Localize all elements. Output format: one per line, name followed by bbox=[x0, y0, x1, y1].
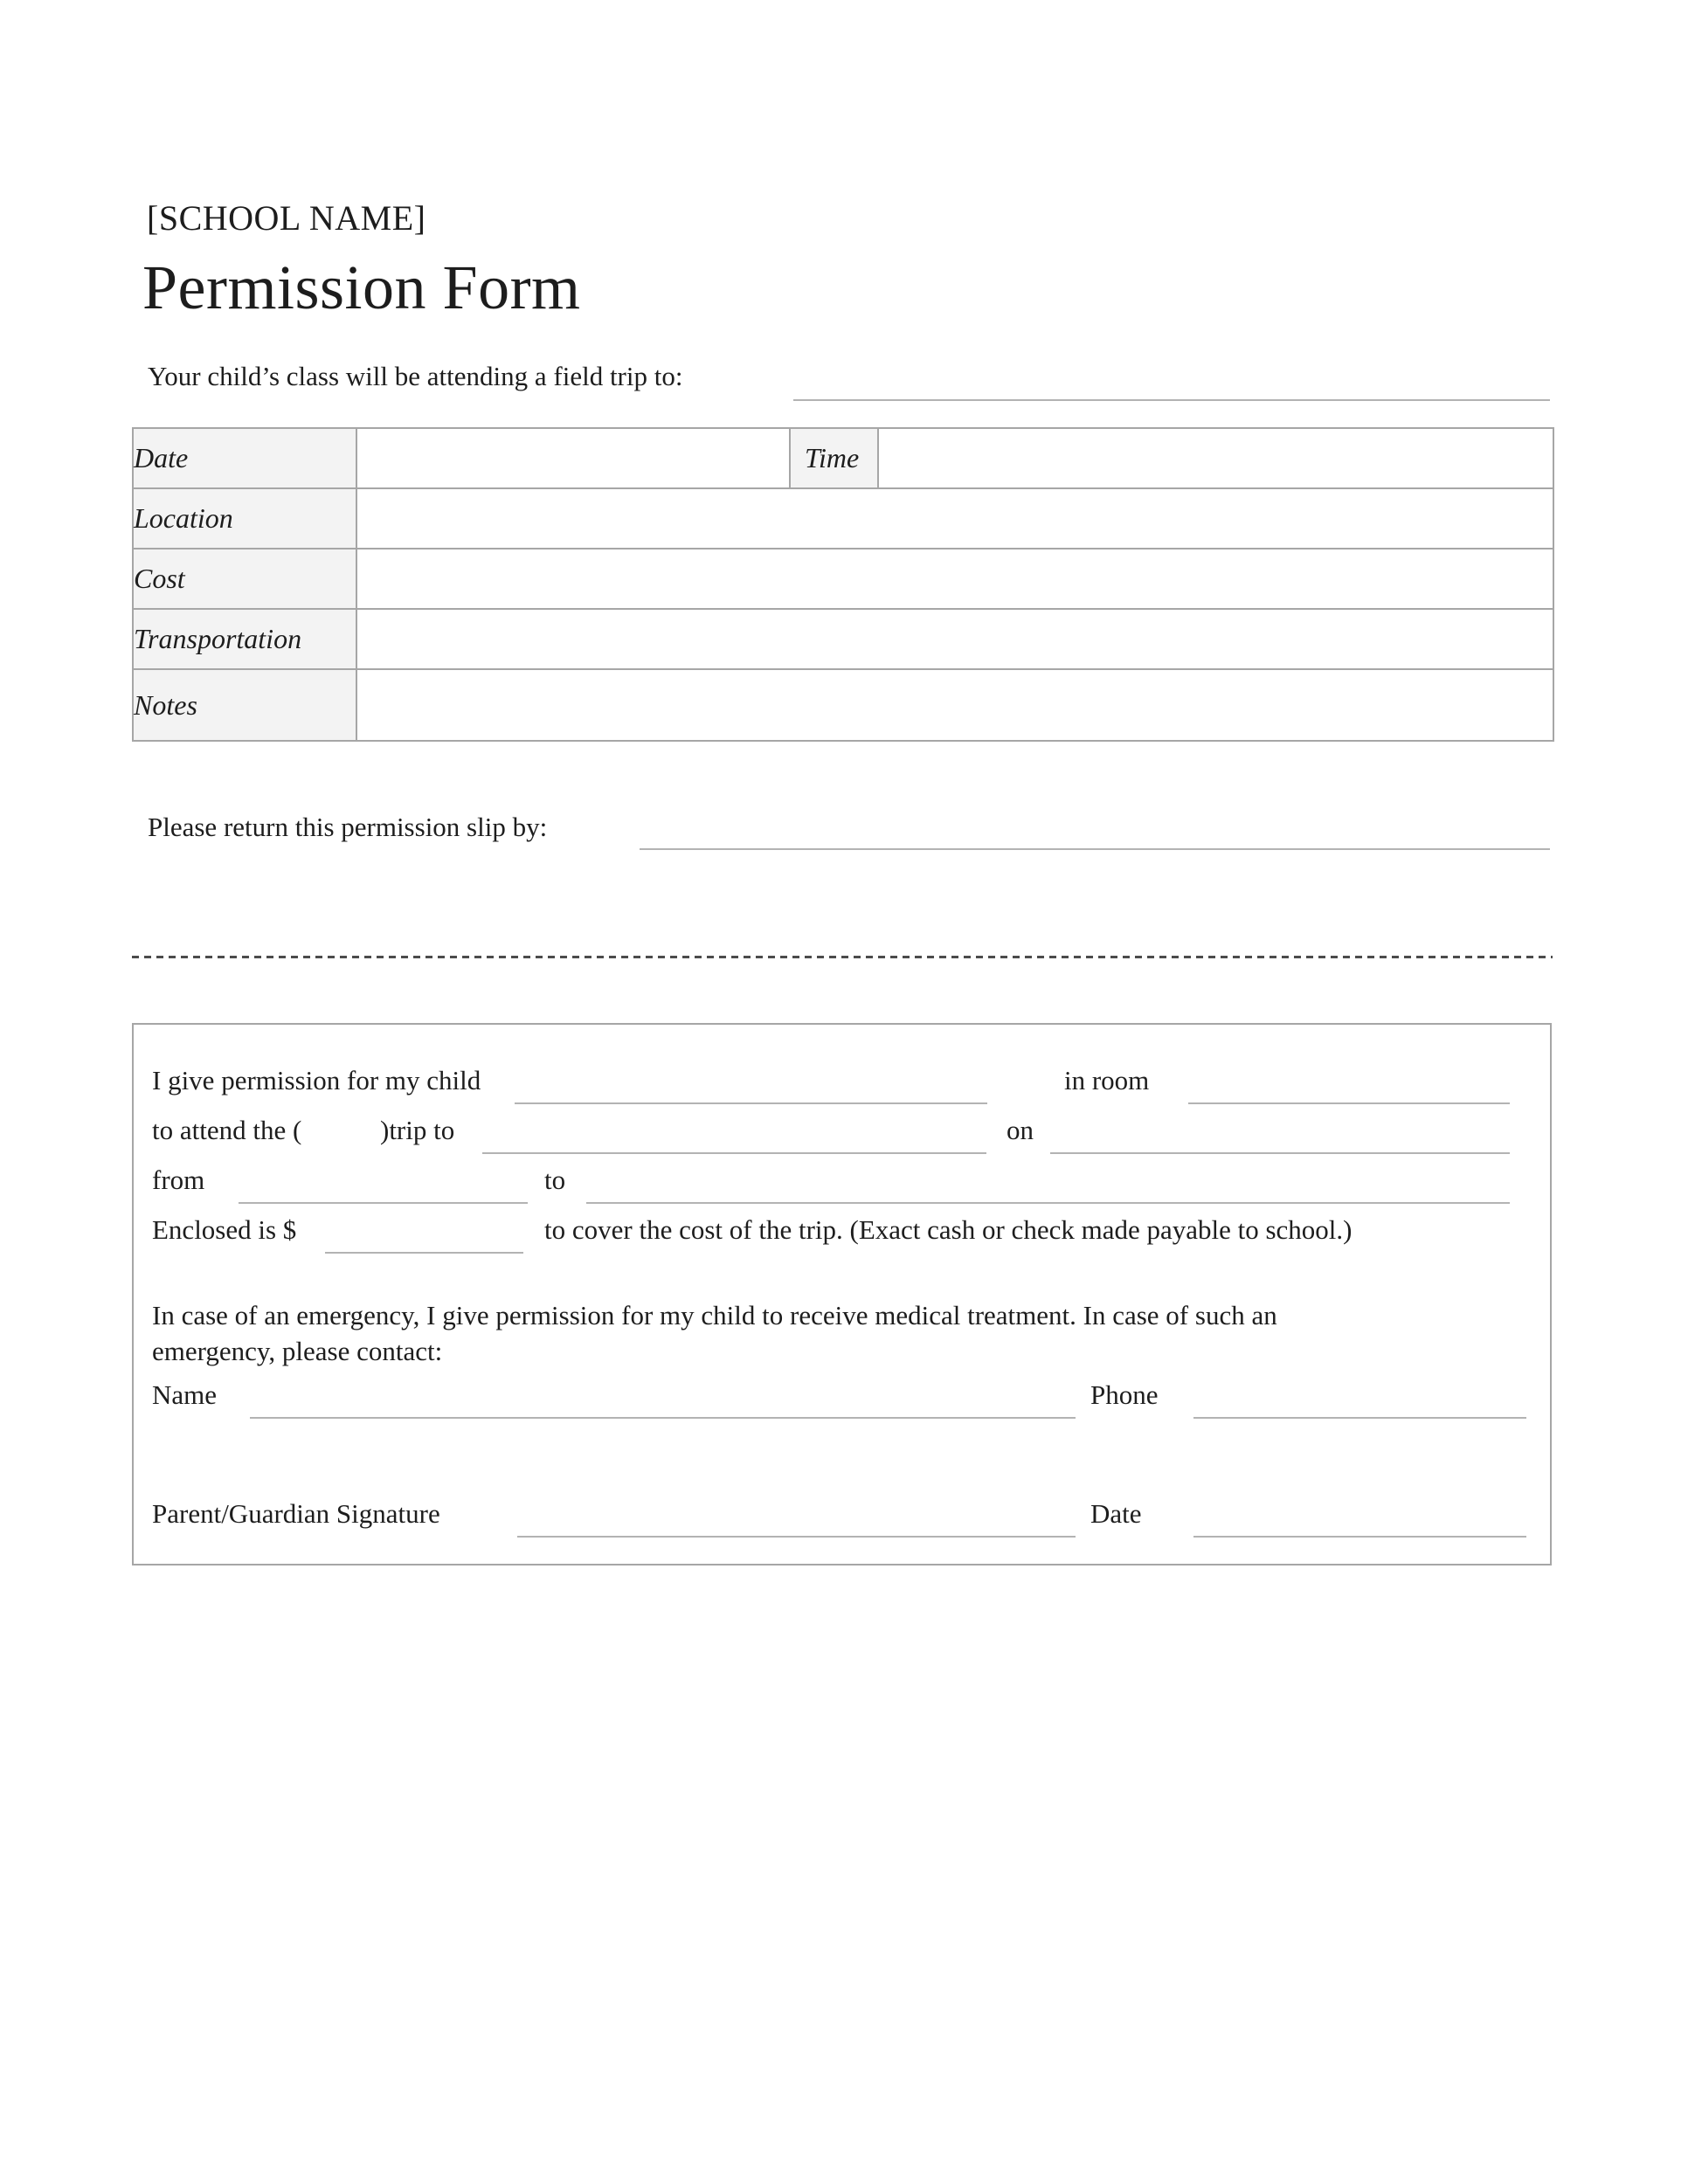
location-label: Location bbox=[133, 488, 356, 549]
to-time-field[interactable] bbox=[586, 1202, 1510, 1204]
location-input-cell[interactable] bbox=[356, 488, 1553, 549]
permission-prefix-label: I give permission for my child bbox=[152, 1065, 481, 1095]
field-trip-destination-field[interactable] bbox=[793, 399, 1550, 401]
signature-field[interactable] bbox=[517, 1536, 1076, 1538]
signature-date-field[interactable] bbox=[1193, 1536, 1526, 1538]
time-label: Time bbox=[790, 428, 878, 488]
to-label: to bbox=[544, 1165, 566, 1195]
school-name: [SCHOOL NAME] bbox=[147, 198, 426, 238]
field-trip-destination-label: Your child’s class will be attending a field trip to: bbox=[148, 361, 683, 391]
signature-label: Parent/Guardian Signature bbox=[152, 1498, 440, 1529]
page-title: Permission Form bbox=[142, 252, 581, 322]
date-input-cell[interactable] bbox=[356, 428, 790, 488]
return-by-field[interactable] bbox=[640, 848, 1550, 850]
from-label: from bbox=[152, 1165, 205, 1195]
room-number-field[interactable] bbox=[1188, 1102, 1510, 1104]
emergency-name-label: Name bbox=[152, 1379, 218, 1410]
transportation-input-cell[interactable] bbox=[356, 609, 1553, 669]
on-label: on bbox=[1007, 1115, 1034, 1145]
notes-input-cell[interactable] bbox=[356, 669, 1553, 741]
enclosed-prefix-label: Enclosed is $ bbox=[152, 1214, 297, 1245]
in-room-label: in room bbox=[1064, 1065, 1150, 1095]
cut-here-dashed-line bbox=[132, 956, 1553, 958]
enclosed-amount-field[interactable] bbox=[325, 1252, 523, 1254]
emergency-name-field[interactable] bbox=[250, 1417, 1076, 1419]
trip-details-table bbox=[132, 427, 1554, 742]
cost-label: Cost bbox=[133, 549, 356, 609]
attend-close-label: )trip to bbox=[380, 1115, 455, 1145]
emergency-phone-field[interactable] bbox=[1193, 1417, 1526, 1419]
date-label: Date bbox=[133, 428, 356, 488]
child-name-field[interactable] bbox=[515, 1102, 987, 1104]
return-by-label: Please return this permission slip by: bbox=[148, 812, 548, 842]
emergency-phone-label: Phone bbox=[1090, 1379, 1159, 1410]
time-input-cell[interactable] bbox=[878, 428, 1553, 488]
trip-date-field[interactable] bbox=[1050, 1152, 1510, 1154]
signature-date-label: Date bbox=[1090, 1498, 1142, 1529]
transportation-label: Transportation bbox=[133, 609, 356, 669]
emergency-text-line2: emergency, please contact: bbox=[152, 1336, 443, 1366]
attend-open-label: to attend the ( bbox=[152, 1115, 302, 1145]
enclosed-suffix-label: to cover the cost of the trip. (Exact cash or check made payable to school.) bbox=[544, 1214, 1352, 1245]
from-time-field[interactable] bbox=[239, 1202, 528, 1204]
notes-label: Notes bbox=[133, 669, 356, 741]
permission-slip-section bbox=[132, 1023, 1552, 1565]
cost-input-cell[interactable] bbox=[356, 549, 1553, 609]
emergency-text-line1: In case of an emergency, I give permission for my child to receive medical treatment. In case of such an bbox=[152, 1300, 1277, 1330]
trip-destination-field[interactable] bbox=[482, 1152, 986, 1154]
